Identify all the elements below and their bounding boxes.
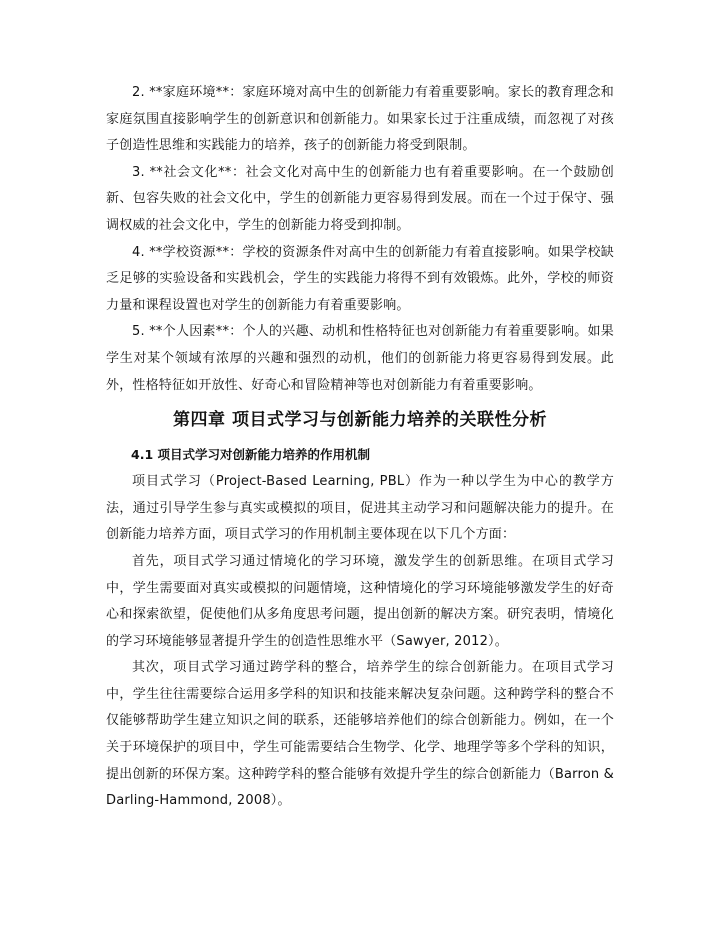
section-title: 4.1 项目式学习对创新能力培养的作用机制 [131, 447, 370, 463]
factor-social-culture: 3. **社会文化**：社会文化对高中生的创新能力也有着重要影响。在一个鼓励创新、包容失败的社会文化中，学生的创新能力更容易得到发展。而在一个过于保守、强调权威的社会文化中，学生的创新能力将受到抑制。 [106, 164, 614, 233]
factor-personal: 5. **个人因素**：个人的兴趣、动机和性格特征也对创新能力有着重要影响。如果学生对某个领域有浓厚的兴趣和强烈的动机，他们的创新能力将更容易得到发展。此外，性格特征如开放性、好奇心和冒险精神等也对创新能力有着重要影响。 [106, 324, 614, 393]
factor-school-resources: 4. **学校资源**：学校的资源条件对高中生的创新能力有着直接影响。如果学校缺乏足够的实验设备和实践机会，学生的实践能力将得不到有效锻炼。此外，学校的师资力量和课程设置也对学生的创新能力有着重要影响。 [106, 244, 614, 313]
factor-family-environment: 2. **家庭环境**：家庭环境对高中生的创新能力有着重要影响。家长的教育理念和家庭氛围直接影响学生的创新意识和创新能力。如果家长过于注重成绩，而忽视了对孩子创造性思维和实践能力的培养，孩子的创新能力将受到限制。 [106, 85, 614, 154]
paragraph-pbl-intro: 项目式学习（Project-Based Learning, PBL）作为一种以学生为中心的教学方法，通过引导学生参与真实或模拟的项目，促进其主动学习和问题解决能力的提升。在创新能力培养方面，项目式学习的作用机制主要体现在以下几个方面： [106, 474, 614, 543]
paragraph-second-mechanism: 其次，项目式学习通过跨学科的整合，培养学生的综合创新能力。在项目式学习中，学生往往需要综合运用多学科的知识和技能来解决复杂问题。这种跨学科的整合不仅能够帮助学生建立知识之间的联系，还能够培养他们的综合创新能力。例如，在一个关于环境保护的项目中，学生可能需要结合生物学、化学、地理学等多个学科的知识，提出创新的环保方案。这种跨学科的整合能够有效提升学生的综合创新能力（Barron & Darling-Hammond, 2008）。 [106, 660, 614, 809]
paragraph-first-mechanism: 首先，项目式学习通过情境化的学习环境，激发学生的创新思维。在项目式学习中，学生需要面对真实或模拟的问题情境，这种情境化的学习环境能够激发学生的好奇心和探索欲望，促使他们从多角度思考问题，提出创新的解决方案。研究表明，情境化的学习环境能够显著提升学生的创造性思维水平（Sawyer, 2012）。 [106, 553, 614, 649]
document-page [106, 80, 614, 815]
chapter-title: 第四章 项目式学习与创新能力培养的关联性分析 [173, 410, 547, 431]
